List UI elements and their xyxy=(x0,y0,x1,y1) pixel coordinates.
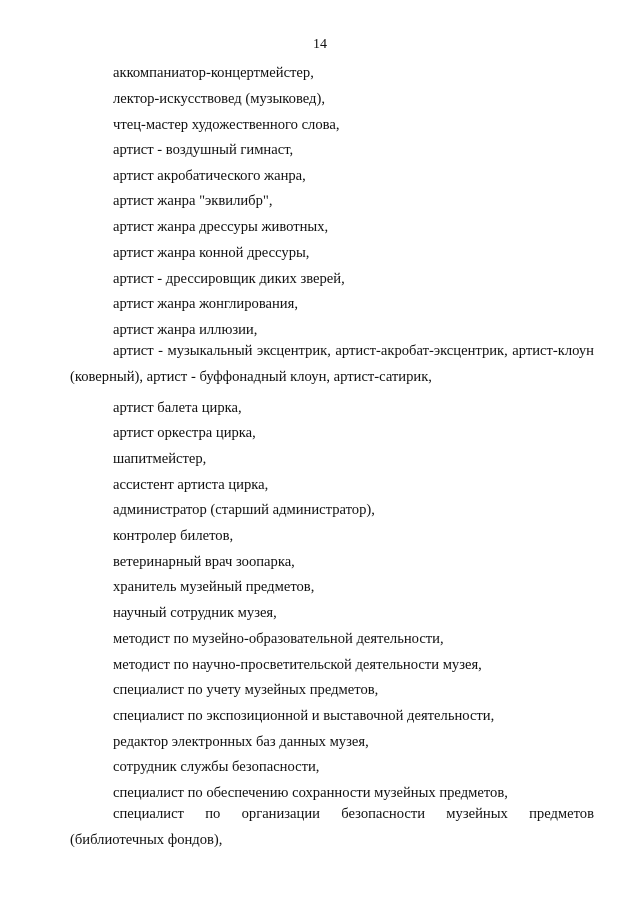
list-item: артист жанра дрессуры животных, xyxy=(113,219,329,235)
list-item: специалист по экспозиционной и выставочной деятельности, xyxy=(113,708,495,724)
list-item: контролер билетов, xyxy=(113,528,234,544)
list-item: сотрудник службы безопасности, xyxy=(113,759,320,775)
list-item: научный сотрудник музея, xyxy=(113,605,277,621)
list-item: артист акробатического жанра, xyxy=(113,168,306,184)
paragraph-circus-artists: артист - музыкальный эксцентрик, артист-акробат-эксцентрик, артист-клоун (коверный), артист - буффонадный клоун, артист-сатирик, xyxy=(70,343,594,385)
list-item: артист балета цирка, xyxy=(113,400,242,416)
list-item: артист - дрессировщик диких зверей, xyxy=(113,271,345,287)
list-item: артист жанра конной дрессуры, xyxy=(113,245,310,261)
list-item: артист - воздушный гимнаст, xyxy=(113,142,294,158)
page-number: 14 xyxy=(313,37,327,52)
list-item: лектор-искусствовед (музыковед), xyxy=(113,91,325,107)
list-item: специалист по учету музейных предметов, xyxy=(113,682,379,698)
list-item: чтец-мастер художественного слова, xyxy=(113,117,340,133)
list-item: методист по музейно-образовательной деятельности, xyxy=(113,631,444,647)
list-item: артист жанра жонглирования, xyxy=(113,296,298,312)
list-item: ветеринарный врач зоопарка, xyxy=(113,554,295,570)
list-item: методист по научно-просветительской деятельности музея, xyxy=(113,657,482,673)
list-item: артист жанра иллюзии, xyxy=(113,322,258,338)
list-item: аккомпаниатор-концертмейстер, xyxy=(113,65,314,81)
list-item: ассистент артиста цирка, xyxy=(113,477,269,493)
list-item: администратор (старший администратор), xyxy=(113,502,375,518)
list-item: шапитмейстер, xyxy=(113,451,207,467)
list-item: артист оркестра цирка, xyxy=(113,425,256,441)
list-item: хранитель музейный предметов, xyxy=(113,579,315,595)
list-item: специалист по обеспечению сохранности музейных предметов, xyxy=(113,785,508,801)
list-item: артист жанра "эквилибр", xyxy=(113,193,273,209)
list-item: редактор электронных баз данных музея, xyxy=(113,734,369,750)
paragraph-security-specialist: специалист по организации безопасности музейных предметов (библиотечных фондов), xyxy=(70,806,594,848)
